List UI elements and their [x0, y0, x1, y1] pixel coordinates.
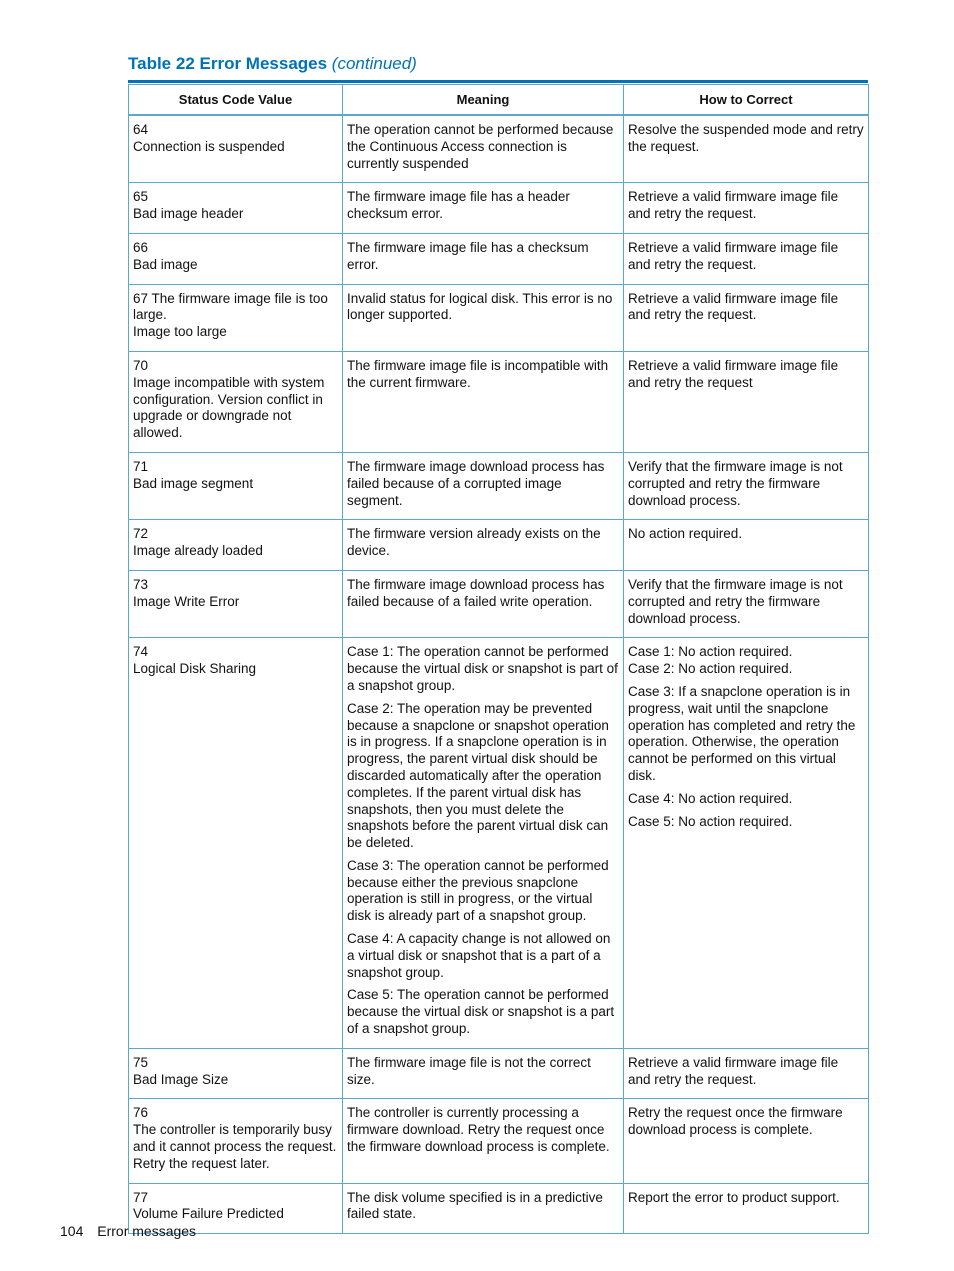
meaning-cell-text: Case 3: The operation cannot be performed because either the previous snapclone operation is still in progress, or the virtual disk is already part of a snapshot group.: [347, 857, 609, 924]
table-row: [129, 115, 869, 183]
table-row: [129, 1183, 869, 1234]
meaning-cell-text: The operation cannot be performed because the Continuous Access connection is currently suspended: [347, 122, 614, 171]
table-row: [129, 284, 869, 351]
status-cell-text: 76: [133, 1105, 149, 1121]
meaning-cell-text: Case 2: The operation may be prevented because a snapclone or snapshot operation is in progress. If a snapclone operation is in progress, the parent virtual disk should be discarded automatically after the operation completes. If the parent virtual disk has snapshots, then you must delete the snapshots before the parent virtual disk can be deleted.: [347, 700, 609, 851]
meaning-cell: [343, 183, 624, 234]
meaning-cell-text: The firmware image file has a header checksum error.: [347, 189, 570, 222]
meaning-cell-text: The disk volume specified is in a predictive failed state.: [347, 1189, 603, 1222]
correction-cell-text: Retrieve a valid firmware image file and retry the request.: [628, 189, 839, 222]
page-number: 104: [60, 1223, 84, 1239]
status-cell-text: 75: [133, 1054, 149, 1070]
meaning-cell: [343, 115, 624, 183]
correction-cell-text: Report the error to product support.: [628, 1189, 840, 1205]
correction-cell: [624, 351, 869, 452]
correction-cell-text: Verify that the firmware image is not corrupted and retry the firmware download process.: [628, 576, 843, 626]
meaning-cell-text: The firmware image file is incompatible with the current firmware.: [347, 357, 609, 390]
meaning-cell-text: The firmware image download process has failed because of a corrupted image segment.: [347, 458, 605, 508]
correction-cell: [624, 452, 869, 519]
status-cell: [129, 452, 343, 519]
status-cell-text: 66: [133, 239, 149, 255]
status-cell-text: Bad Image Size: [133, 1071, 229, 1087]
status-cell-text: 71: [133, 458, 149, 474]
correction-cell: [624, 1048, 869, 1099]
header-status-code: Status Code Value: [129, 85, 343, 116]
status-cell: [129, 284, 343, 351]
correction-cell: [624, 1183, 869, 1234]
correction-cell: [624, 284, 869, 351]
meaning-cell: [343, 638, 624, 1049]
status-cell-text: 65: [133, 189, 149, 205]
status-cell-text: Bad image: [133, 256, 198, 272]
correction-cell-text: Verify that the firmware image is not corrupted and retry the firmware download process.: [628, 458, 843, 508]
correction-cell-text: Retrieve a valid firmware image file and retry the request: [628, 357, 839, 390]
meaning-cell-text: The firmware version already exists on the device.: [347, 526, 601, 559]
correction-cell-text: Retrieve a valid firmware image file and retry the request.: [628, 239, 839, 272]
correction-cell: [624, 638, 869, 1049]
correction-cell: [624, 520, 869, 571]
table-row: [129, 570, 869, 637]
status-cell-text: 67 The firmware image file is too large.: [133, 290, 328, 323]
meaning-cell: [343, 351, 624, 452]
status-cell: [129, 520, 343, 571]
status-cell-text: Connection is suspended: [133, 138, 285, 154]
status-cell-text: 74: [133, 644, 149, 660]
footer-section-title: Error messages: [97, 1223, 197, 1239]
status-cell-text: Image too large: [133, 324, 227, 340]
status-cell-text: 73: [133, 576, 149, 592]
header-how-to-correct: How to Correct: [624, 85, 869, 116]
correction-cell-text: Retrieve a valid firmware image file and retry the request.: [628, 1054, 839, 1087]
status-cell-text: Image incompatible with system configuration. Version conflict in upgrade or downgrade not allowed.: [133, 374, 325, 441]
meaning-cell: [343, 284, 624, 351]
table-body: [129, 115, 869, 1234]
status-cell: [129, 570, 343, 637]
correction-cell-text: Case 1: No action required.: [628, 644, 793, 660]
table-header-row: [129, 85, 869, 116]
status-cell: [129, 115, 343, 183]
page-footer: [60, 1223, 196, 1239]
status-cell-text: The controller is temporarily busy and it cannot process the request. Retry the request later.: [133, 1122, 337, 1171]
correction-cell-text: Case 5: No action required.: [628, 813, 793, 829]
correction-cell-text: No action required.: [628, 526, 743, 542]
table-continued-label: (continued): [331, 54, 417, 73]
correction-cell-text: Resolve the suspended mode and retry the request.: [628, 122, 864, 154]
meaning-cell: [343, 570, 624, 637]
status-cell-text: 72: [133, 526, 149, 542]
correction-cell: [624, 115, 869, 183]
status-cell-text: Bad image segment: [133, 475, 254, 491]
status-cell-text: Image Write Error: [133, 593, 240, 609]
status-cell-text: 70: [133, 357, 149, 373]
table-row: [129, 1048, 869, 1099]
correction-cell: [624, 1099, 869, 1183]
status-cell: [129, 638, 343, 1049]
meaning-cell: [343, 1183, 624, 1234]
meaning-cell-text: The firmware image file is not the correct size.: [347, 1054, 591, 1087]
meaning-cell: [343, 520, 624, 571]
correction-cell-text: Retrieve a valid firmware image file and retry the request.: [628, 290, 839, 323]
meaning-cell: [343, 1048, 624, 1099]
status-cell: [129, 183, 343, 234]
meaning-cell-text: Case 4: A capacity change is not allowed on a virtual disk or snapshot that is a part of a snapshot group.: [347, 931, 611, 980]
status-cell-text: 64: [133, 122, 149, 137]
correction-cell: [624, 570, 869, 637]
meaning-cell: [343, 452, 624, 519]
table-title: Table 22 Error Messages: [128, 54, 328, 73]
meaning-cell: [343, 233, 624, 284]
header-meaning: Meaning: [343, 85, 624, 116]
status-cell-text: Image already loaded: [133, 543, 263, 559]
meaning-cell-text: The controller is currently processing a firmware download. Retry the request once the firmware download process is complete.: [347, 1105, 610, 1155]
table-row: [129, 638, 869, 1049]
meaning-cell-text: The firmware image file has a checksum error.: [347, 239, 589, 272]
correction-cell-text: Retry the request once the firmware download process is complete.: [628, 1105, 843, 1138]
status-cell-text: Volume Failure Predicted: [133, 1206, 284, 1222]
correction-cell: [624, 183, 869, 234]
status-cell: [129, 1099, 343, 1183]
table-row: [129, 233, 869, 284]
status-cell-text: 77: [133, 1189, 149, 1205]
status-cell-text: Logical Disk Sharing: [133, 661, 257, 677]
table-row: [129, 520, 869, 571]
table-row: [129, 183, 869, 234]
error-messages-table: [128, 84, 869, 1234]
meaning-cell: [343, 1099, 624, 1183]
meaning-cell-text: Invalid status for logical disk. This error is no longer supported.: [347, 290, 613, 323]
correction-cell-text: Case 2: No action required.: [628, 661, 793, 677]
status-cell: [129, 351, 343, 452]
status-cell-text: Bad image header: [133, 206, 244, 222]
meaning-cell-text: The firmware image download process has failed because of a failed write operation.: [347, 576, 605, 609]
correction-cell-text: Case 3: If a snapclone operation is in progress, wait until the snapclone operation has completed and retry the operation. Otherwise, the operation cannot be performed on this virtual disk.: [628, 683, 856, 783]
correction-cell: [624, 233, 869, 284]
correction-cell-text: Case 4: No action required.: [628, 790, 793, 806]
meaning-cell-text: Case 1: The operation cannot be performed because the virtual disk or snapshot is part of a snapshot group.: [347, 644, 618, 693]
table-row: [129, 452, 869, 519]
meaning-cell-text: Case 5: The operation cannot be performed because the virtual disk or snapshot is a part of a snapshot group.: [347, 987, 615, 1037]
status-cell: [129, 1048, 343, 1099]
caption-rule: [128, 80, 868, 83]
status-cell: [129, 233, 343, 284]
table-row: [129, 1099, 869, 1183]
table-row: [129, 351, 869, 452]
table-caption: [128, 54, 417, 74]
